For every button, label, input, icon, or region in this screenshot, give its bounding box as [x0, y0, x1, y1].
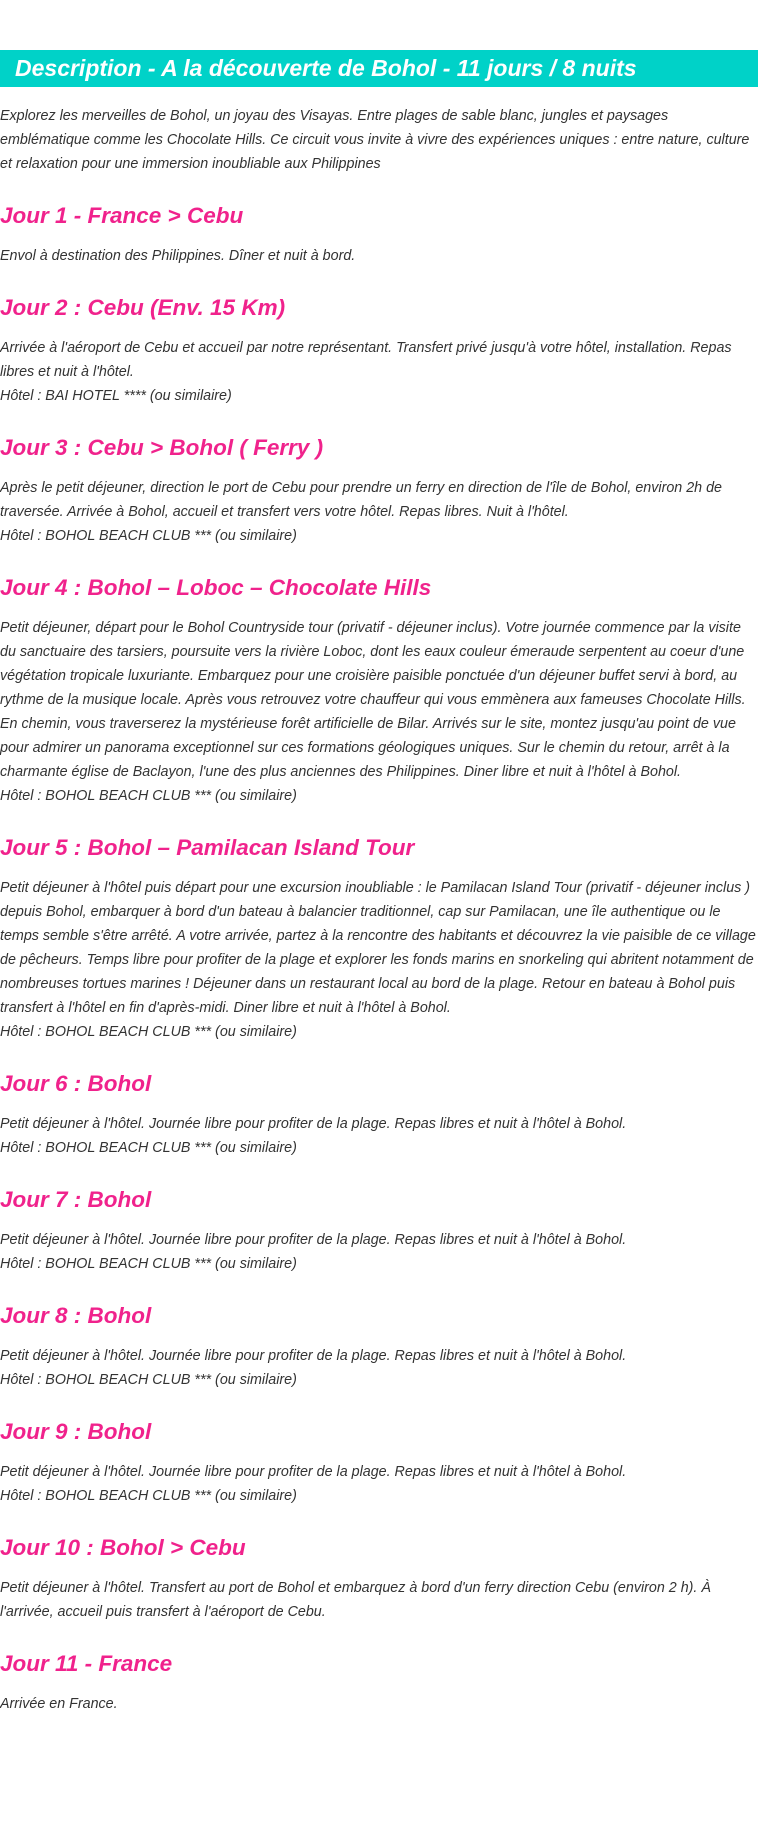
day-description: Petit déjeuner, départ pour le Bohol Countryside tour (privatif - déjeuner inclus). Votre journée commence par la visite du sanctuaire des tarsiers, poursuite vers la rivière Loboc, dont les eaux couleur émeraude serpentent au coeur d'une végétation tropicale luxuriante. Embarquez pour une croisière paisible ponctuée d'un déjeuner buffet servi à bord, au rythme de la musique locale. Après vous retrouvez votre chauffeur qui vous emmènera aux fameuses Chocolate Hills. En chemin, vous traverserez la mystérieuse forêt artificielle de Bilar. Arrivés sur le site, montez jusqu'au point de vue pour admirer un panorama exceptionnel sur ces formations géologiques uniques. Sur le chemin du retour, arrêt à la charmante église de Baclayon, l'une des plus anciennes des Philippines. Diner libre et nuit à l'hôtel à Bohol.	[0, 620, 746, 780]
day-description: Arrivée à l'aéroport de Cebu et accueil par notre représentant. Transfert privé jusqu'à votre hôtel, installation. Repas libres et nuit à l'hôtel.	[0, 340, 732, 380]
intro-text: Explorez les merveilles de Bohol, un joyau des Visayas. Entre plages de sable blanc, jungles et paysages emblématique comme les Chocolate Hills. Ce circuit vous invite à vivre des expériences uniques : entre nature, culture et relaxation pour une immersion inoubliable aux Philippines	[0, 108, 750, 172]
day-description: Arrivée en France.	[0, 1696, 118, 1712]
day-title: Jour 1 - France > Cebu	[0, 203, 244, 228]
day-hotel: Hôtel : BOHOL BEACH CLUB *** (ou similaire)	[0, 528, 297, 544]
day-hotel: Hôtel : BOHOL BEACH CLUB *** (ou similaire)	[0, 1372, 297, 1388]
day-title: Jour 9 : Bohol	[0, 1419, 152, 1444]
day-section	[0, 1301, 758, 1392]
day-title: Jour 7 : Bohol	[0, 1187, 152, 1212]
day-section	[0, 573, 758, 808]
day-section	[0, 201, 758, 268]
day-section	[0, 433, 758, 548]
day-description: Petit déjeuner à l'hôtel. Journée libre pour profiter de la plage. Repas libres et nuit à l'hôtel à Bohol.	[0, 1348, 627, 1364]
day-description: Petit déjeuner à l'hôtel. Transfert au port de Bohol et embarquez à bord d'un ferry direction Cebu (environ 2 h). À l'arrivée, accueil puis transfert à l'aéroport de Cebu.	[0, 1580, 711, 1620]
day-section	[0, 833, 758, 1044]
day-hotel: Hôtel : BAI HOTEL **** (ou similaire)	[0, 388, 232, 404]
day-section	[0, 1185, 758, 1276]
day-hotel: Hôtel : BOHOL BEACH CLUB *** (ou similaire)	[0, 1256, 297, 1272]
day-title: Jour 11 - France	[0, 1651, 173, 1676]
day-description: Petit déjeuner à l'hôtel. Journée libre pour profiter de la plage. Repas libres et nuit à l'hôtel à Bohol.	[0, 1116, 627, 1132]
day-title: Jour 6 : Bohol	[0, 1071, 152, 1096]
day-section	[0, 1417, 758, 1508]
page-title: Description - A la découverte de Bohol - 11 jours / 8 nuits	[0, 50, 758, 87]
day-section	[0, 1533, 758, 1624]
day-section	[0, 293, 758, 408]
day-section	[0, 1069, 758, 1160]
day-hotel: Hôtel : BOHOL BEACH CLUB *** (ou similaire)	[0, 1024, 297, 1040]
day-description: Après le petit déjeuner, direction le port de Cebu pour prendre un ferry en direction de l'île de Bohol, environ 2h de traversée. Arrivée à Bohol, accueil et transfert vers votre hôtel. Repas libres. Nuit à l'hôtel.	[0, 480, 722, 520]
day-hotel: Hôtel : BOHOL BEACH CLUB *** (ou similaire)	[0, 788, 297, 804]
day-title: Jour 3 : Cebu > Bohol ( Ferry )	[0, 435, 324, 460]
day-hotel: Hôtel : BOHOL BEACH CLUB *** (ou similaire)	[0, 1488, 297, 1504]
day-description: Petit déjeuner à l'hôtel puis départ pour une excursion inoubliable : le Pamilacan Island Tour (privatif - déjeuner inclus ) depuis Bohol, embarquer à bord d'un bateau à balancier traditionnel, cap sur Pamilacan, une île authentique ou le temps semble s'être arrêté. A votre arrivée, partez à la rencontre des habitants et découvrez la vie paisible de ce village de pêcheurs. Temps libre pour profiter de la plage et explorer les fonds marins en snorkeling qui abritent notamment de nombreuses tortues marines ! Déjeuner dans un restaurant local au bord de la plage. Retour en bateau à Bohol puis transfert à l'hôtel en fin d'après-midi. Diner libre et nuit à l'hôtel à Bohol.	[0, 880, 756, 1016]
day-description: Petit déjeuner à l'hôtel. Journée libre pour profiter de la plage. Repas libres et nuit à l'hôtel à Bohol.	[0, 1232, 627, 1248]
day-section	[0, 1649, 758, 1716]
day-description: Envol à destination des Philippines. Dîner et nuit à bord.	[0, 248, 356, 264]
day-title: Jour 4 : Bohol – Loboc – Chocolate Hills	[0, 575, 432, 600]
day-title: Jour 2 : Cebu (Env. 15 Km)	[0, 295, 286, 320]
day-title: Jour 8 : Bohol	[0, 1303, 152, 1328]
day-title: Jour 10 : Bohol > Cebu	[0, 1535, 246, 1560]
day-description: Petit déjeuner à l'hôtel. Journée libre pour profiter de la plage. Repas libres et nuit à l'hôtel à Bohol.	[0, 1464, 627, 1480]
day-title: Jour 5 : Bohol – Pamilacan Island Tour	[0, 835, 415, 860]
day-hotel: Hôtel : BOHOL BEACH CLUB *** (ou similaire)	[0, 1140, 297, 1156]
